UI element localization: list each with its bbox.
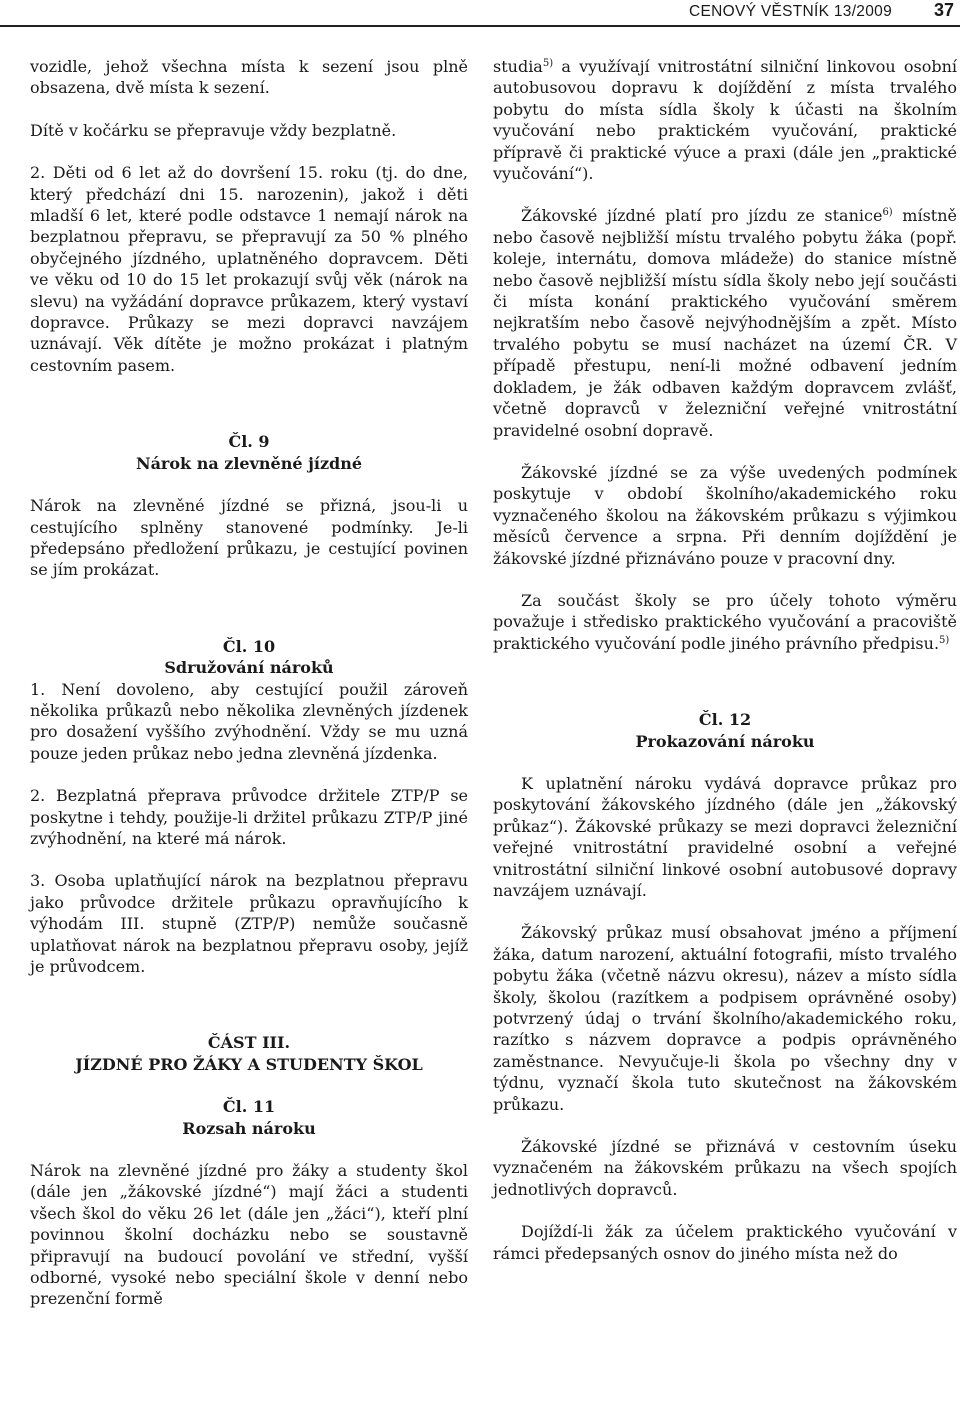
article-title: Rozsah nároku [182,1118,316,1138]
left-column [30,56,468,1310]
journal-title: CENOVÝ VĚSTNÍK 13/2009 [688,3,892,20]
article-title: Prokazování nároku [635,731,815,751]
article-number: Čl. 10 [222,636,276,656]
paragraph: Žákovské jízdné se přiznává v cestovním úseku vyznačeném na žákovském průkazu na všech spojích jednotlivých dopravců. [493,1137,957,1199]
paragraph: vozidle, jehož všechna místa k sezení jsou plně obsazena, dvě místa k sezení. [30,57,468,98]
part-number: ČÁST III. [207,1033,291,1053]
paragraph: Dítě v kočárku se přepravuje vždy bezplatně. [30,120,397,140]
paragraph: K uplatnění nároku vydává dopravce průkaz pro poskytování žákovského jízdného (dále jen „žákovský průkaz“). Žákovské průkazy se mezi dopravci železniční veřejné vnitrostátní pravidelné osobní a veřejné vnitrostátní silniční linkové osobní autobusové dopravy navzájem uznávají. [493,773,957,900]
paragraph: Nárok na zlevněné jízdné pro žáky a studenty škol (dále jen „žákovské jízdné“) mají žáci a studenti všech škol do věku 26 let (dále jen „žáci“), kteří plní povinnou školní docházku nebo se soustavně připravují na budoucí povolání ve střední, vyšší odborné, vysoké nebo speciální škole v denní nebo prezenční formě [30,1161,468,1309]
article-number: Čl. 11 [222,1097,276,1117]
paragraph: 3. Osoba uplatňující nárok na bezplatnou přepravu jako průvodce držitele průkazu opravňujícího k výhodám III. stupně (ZTP/P) nemůže současně uplatňovat nárok na bezplatnou přepravu osoby, jejíž je průvodcem. [30,871,468,976]
paragraph: Dojíždí-li žák za účelem praktického vyučování v rámci předepsaných osnov do jiného místa než do [493,1222,957,1263]
paragraph: Žákovský průkaz musí obsahovat jméno a příjmení žáka, datum narození, aktuální fotografii, místo trvalého pobytu žáka (včetně názvu okresu), název a místo sídla školy, školou (razítkem a podpisem oprávněné osoby) potvrzený údaj o trvání školního/akademického roku, razítko s názvem dopravce a podpis oprávněného zaměstnance. Nevyučuje-li škola po všechny dny v týdnu, vyznačí škola tuto skutečnost na žákovském průkazu. [493,923,957,1114]
paragraph: studia$^{5)}$ a využívají vnitrostátní silniční linkovou osobní autobusovou dopravu k dojíždění z místa trvalého pobytu do místa sídla školy k účasti na školním vyučování nebo praktickém vyučování, praktické přípravě či praktické výuce a praxi (dále jen „praktické vyučování“). [493,57,957,184]
paragraph: Za součást školy se pro účely tohoto výměru považuje i středisko praktického vyučování a pracoviště praktického vyučování podle jiného právního předpisu.$^{5)}$ [493,590,957,653]
article-title: Sdružování nároků [164,658,334,678]
paragraph: Nárok na zlevněné jízdné se přizná, jsou-li u cestujícího splněny stanovené podmínky. Je-li předepsáno předložení průkazu, je cestující povinen se jím prokázat. [30,496,468,580]
paragraph: 2. Děti od 6 let až do dovršení 15. roku (tj. do dne, který předchází dni 15. narozenin), jakož i děti mladší 6 let, které podle odstavce 1 nemají nárok na bezplatnou přepravu, se přepravují za 50 % plného obyčejného jízdného, uplatněného dopravcem. Děti ve věku od 10 do 15 let prokazují svůj věk (nárok na slevu) na vyžádání dopravce průkazem, který vystaví dopravce. Průkazy se mezi dopravci navzájem uznávají. Věk dítěte je možno prokázat i platným cestovním pasem. [30,163,468,375]
article-number: Čl. 9 [228,432,270,452]
header-rule [0,25,960,27]
footnote-ref: 5) [542,58,554,69]
right-column [493,56,957,1264]
page-number: 37 [933,0,954,20]
article-title: Nárok na zlevněné jízdné [135,453,363,473]
article-number: Čl. 12 [698,710,752,730]
footnote-ref: 6) [882,207,893,219]
page-header [0,0,960,26]
part-title: JÍZDNÉ PRO ŽÁKY A STUDENTY ŠKOL [75,1054,423,1074]
paragraph: Žákovské jízdné se za výše uvedených podmínek poskytuje v období školního/akademického roku vyznačeného školou na žákovském průkazu s výjimkou měsíců července a srpna. Při denním dojíždění je žákovské jízdné přiznáváno pouze v pracovní dny. [493,462,957,568]
paragraph: 2. Bezplatná přeprava průvodce držitele ZTP/P se poskytne i tehdy, použije-li držitel průkazu ZTP/P jiné zvýhodnění, na které má nárok. [30,786,468,848]
footnote-ref: 5) [939,634,950,646]
paragraph: Žákovské jízdné platí pro jízdu ze stanice$^{6)}$ místně nebo časově nejbližší místu trvalého pobytu žáka (popř. koleje, internátu, domova mládeže) do stanice místně nebo časově nejbližší místu sídla školy nebo její součásti či místa konání praktického vyučování směrem nejkratším nebo časově nejvýhodnějším a zpět. Místo trvalého pobytu se musí nacházet na území ČR. V případě přestupu, není-li možné odbavení jedním dokladem, je žák odbaven každým dopravcem zvlášť, včetně dopravců v železniční veřejné vnitrostátní pravidelné osobní dopravě. [493,206,957,440]
paragraph: 1. Není dovoleno, aby cestující použil zároveň několika průkazů nebo několika zlevněných jízdenek pro dosažení vyššího zvýhodnění. Vždy se mu uzná pouze jeden průkaz nebo jedna zlevněná jízdenka. [30,679,468,763]
